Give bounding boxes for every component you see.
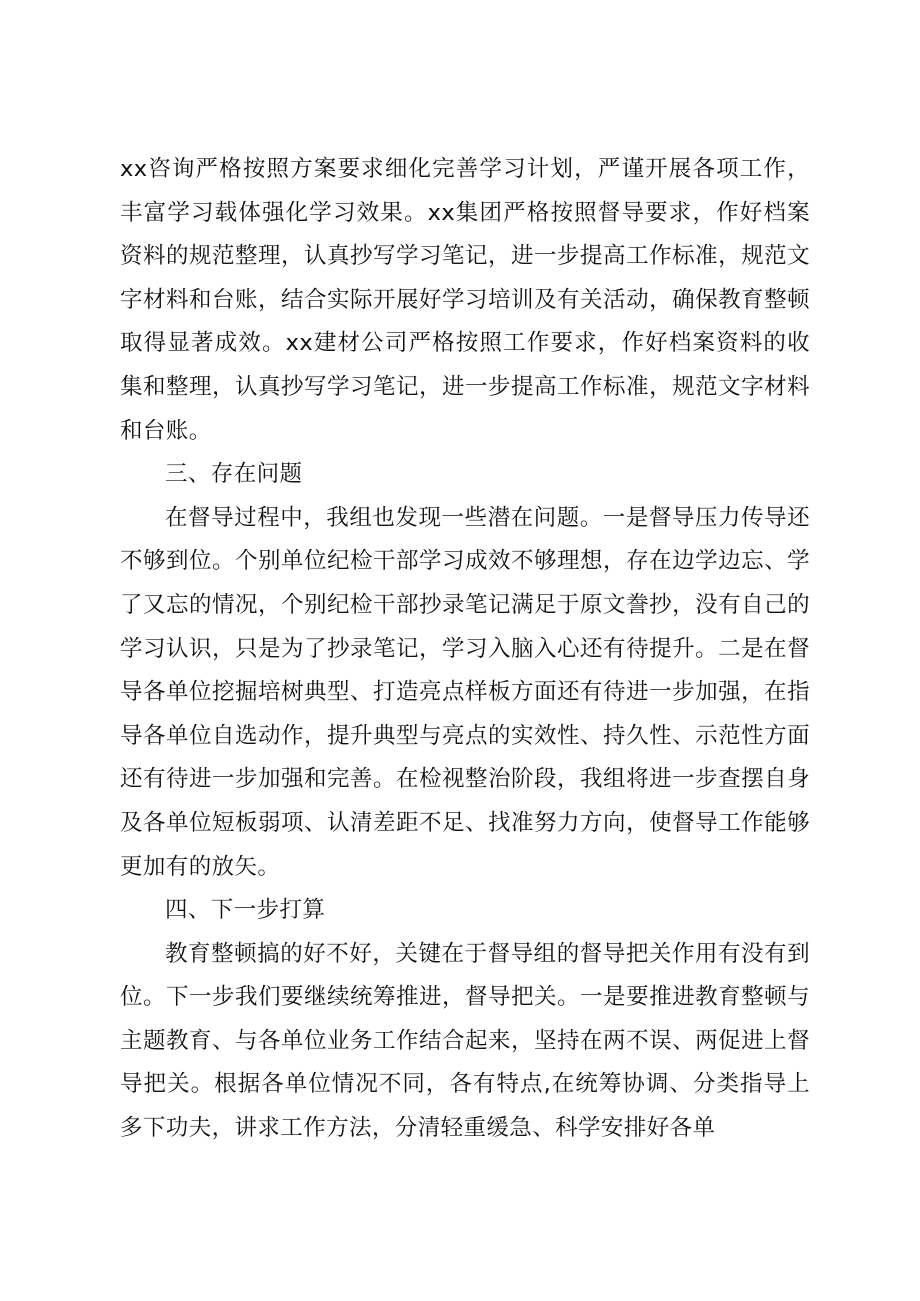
body-paragraph-next-steps: 教育整顿搞的好不好，关键在于督导组的督导把关作用有没有到位。下一步我们要继续统筹推进，督导把关。一是要推进教育整顿与主题教育、与各单位业务工作结合起来，坚持在两不误、两促进上督导把关。根据各单位情况不同，各有特点,在统筹协调、分类指导上多下功夫，讲求工作方法，分清轻重缓急、科学安排好各单 — [120, 940, 810, 1142]
document-body — [120, 148, 810, 1151]
body-paragraph-problems: 在督导过程中，我组也发现一些潜在问题。一是督导压力传导还不够到位。个别单位纪检干部学习成效不够理想，存在边学边忘、学了又忘的情况，个别纪检干部抄录笔记满足于原文誊抄，没有自己的学习认识，只是为了抄录笔记，学习入脑入心还有待提升。二是在督导各单位挖掘培树典型、打造亮点样板方面还有待进一步加强，在指导各单位自选动作，提升典型与亮点的实效性、持久性、示范性方面还有待进一步加强和完善。在检视整治阶段，我组将进一步查摆自身及各单位短板弱项、认清差距不足、找准努力方向，使督导工作能够更加有的放矢。 — [120, 504, 810, 880]
body-paragraph-continued: xx咨询严格按照方案要求细化完善学习计划，严谨开展各项工作，丰富学习载体强化学习效果。xx集团严格按照督导要求，作好档案资料的规范整理，认真抄写学习笔记，进一步提高工作标准，规范文字材料和台账，结合实际开展好学习培训及有关活动，确保教育整顿取得显著成效。xx建材公司严格按照工作要求，作好档案资料的收集和整理，认真抄写学习笔记，进一步提高工作标准，规范文字材料和台账。 — [120, 156, 810, 444]
section-heading-problems: 三、存在问题 — [165, 461, 303, 488]
section-heading-next-steps: 四、下一步打算 — [165, 897, 326, 924]
